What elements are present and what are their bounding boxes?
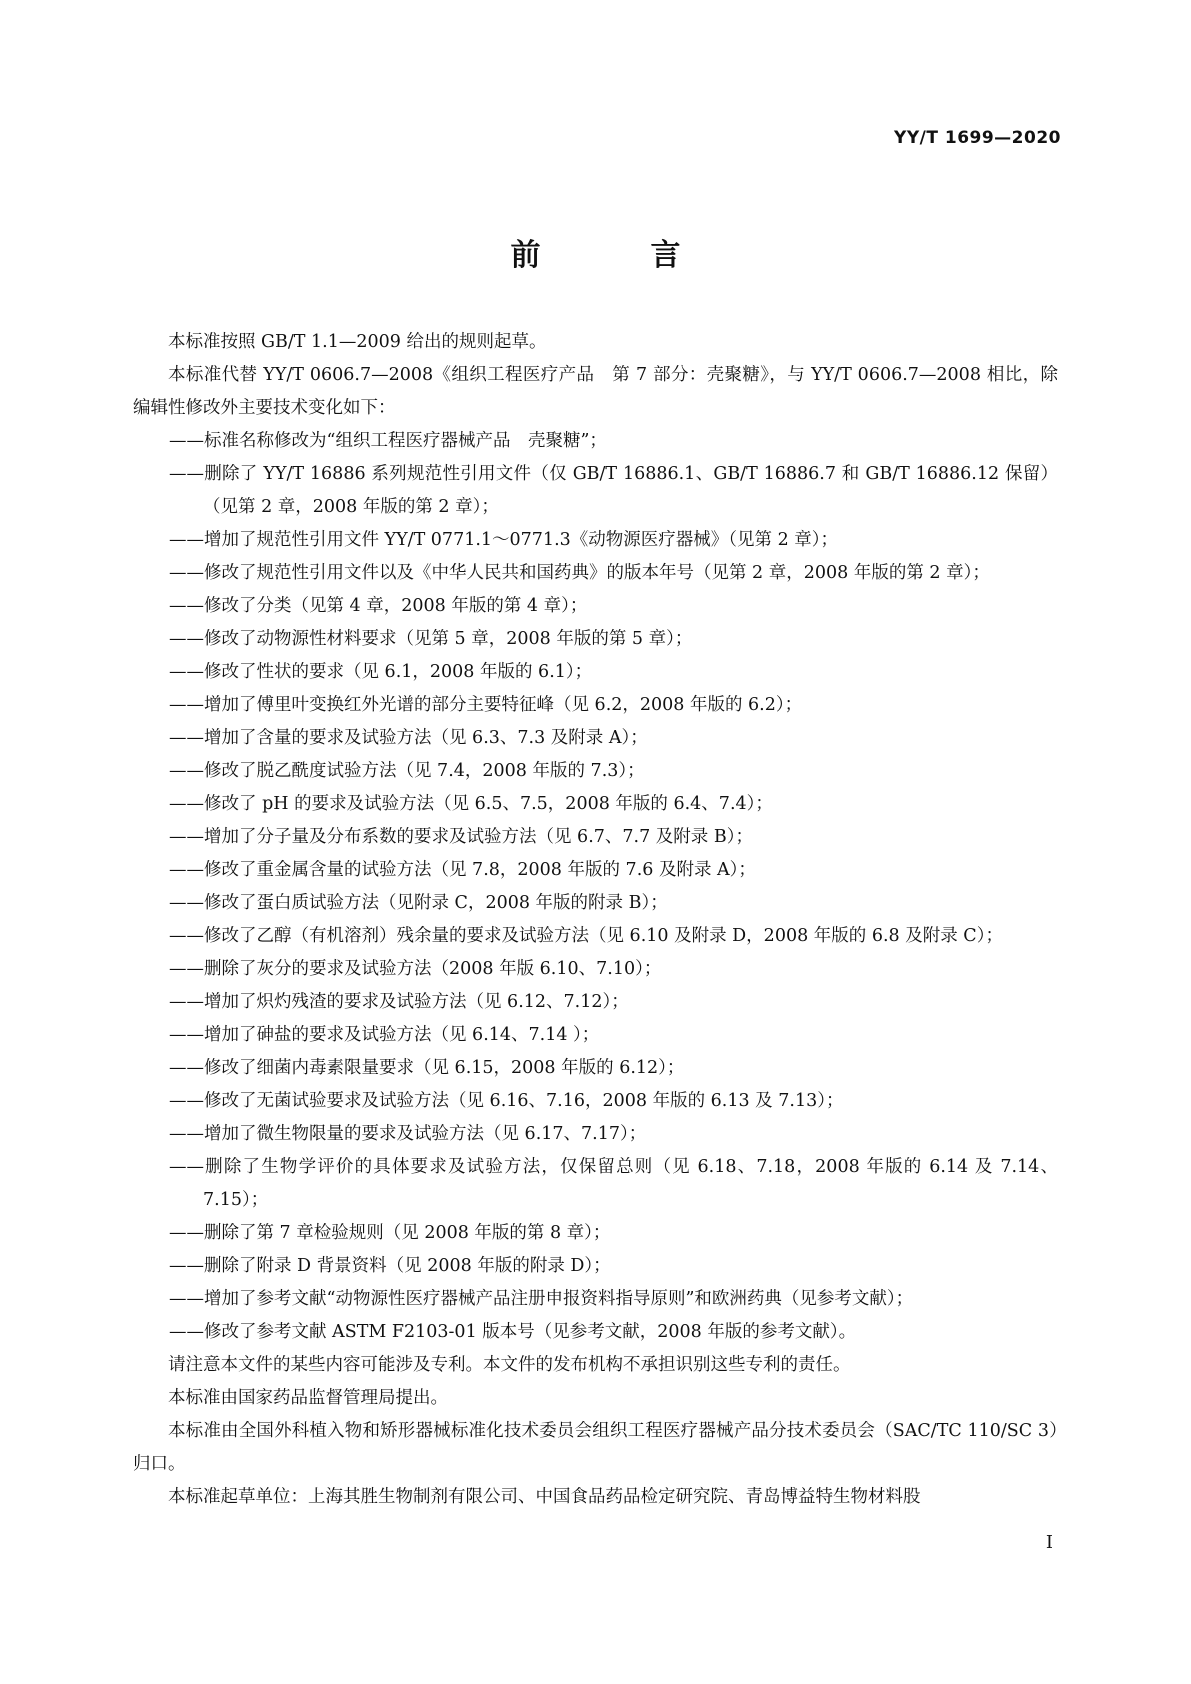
- change-item: ——修改了细菌内毒素限量要求（见 6.15，2008 年版的 6.12）；: [169, 1058, 685, 1078]
- change-item: ——增加了含量的要求及试验方法（见 6.3、7.3 及附录 A）；: [169, 728, 648, 748]
- change-item: ——修改了动物源性材料要求（见第 5 章，2008 年版的第 5 章）；: [169, 629, 693, 649]
- change-item: ——增加了规范性引用文件 YY/T 0771.1～0771.3《动物源医疗器械》（见第 2 章）；: [169, 530, 839, 550]
- change-item: ——删除了附录 D 背景资料（见 2008 年版的附录 D）；: [169, 1256, 611, 1276]
- change-item: ——删除了灰分的要求及试验方法（2008 年版 6.10、7.10）；: [169, 959, 662, 979]
- paragraph: 本标准起草单位：上海其胜生物制剂有限公司、中国食品药品检定研究院、青岛博益特生物材料股: [168, 1487, 921, 1507]
- paragraph: 本标准代替 YY/T 0606.7—2008《组织工程医疗产品 第 7 部分：壳聚糖》，与 YY/T 0606.7—2008 相比，除编辑性修改外主要技术变化如下：: [133, 365, 1058, 418]
- change-item: ——删除了第 7 章检验规则（见 2008 年版的第 8 章）；: [169, 1223, 611, 1243]
- change-item: ——修改了无菌试验要求及试验方法（见 6.16、7.16，2008 年版的 6.13 及 7.13）；: [169, 1091, 844, 1111]
- change-item: ——增加了参考文献“动物源性医疗器械产品注册申报资料指导原则”和欧洲药典（见参考文献）；: [169, 1289, 914, 1309]
- page-number: I: [1045, 1532, 1053, 1553]
- change-item: ——增加了微生物限量的要求及试验方法（见 6.17、7.17）；: [169, 1124, 647, 1144]
- change-item: ——增加了分子量及分布系数的要求及试验方法（见 6.7、7.7 及附录 B）；: [169, 827, 753, 847]
- page-title: 前 言: [510, 238, 721, 273]
- change-item: ——修改了性状的要求（见 6.1，2008 年版的 6.1）；: [169, 662, 593, 682]
- change-item: ——修改了乙醇（有机溶剂）残余量的要求及试验方法（见 6.10 及附录 D，2008 年版的 6.8 及附录 C）；: [169, 926, 1003, 946]
- change-item: ——修改了参考文献 ASTM F2103-01 版本号（见参考文献，2008 年版的参考文献）。: [169, 1322, 857, 1342]
- document-code: YY/T 1699—2020: [894, 128, 1061, 148]
- change-item: ——增加了砷盐的要求及试验方法（见 6.14、7.14 ）；: [169, 1025, 600, 1045]
- change-item: ——删除了生物学评价的具体要求及试验方法，仅保留总则（见 6.18、7.18，2008 年版的 6.14 及 7.14、7.15）；: [169, 1157, 1058, 1210]
- foreword-body: [133, 326, 1058, 1514]
- change-item: ——增加了傅里叶变换红外光谱的部分主要特征峰（见 6.2，2008 年版的 6.2）；: [169, 695, 803, 715]
- paragraph: 本标准按照 GB/T 1.1—2009 给出的规则起草。: [168, 332, 547, 352]
- change-item: ——修改了蛋白质试验方法（见附录 C，2008 年版的附录 B）；: [169, 893, 668, 913]
- paragraph: 本标准由国家药品监督管理局提出。: [168, 1388, 448, 1408]
- change-item: ——修改了 pH 的要求及试验方法（见 6.5、7.5，2008 年版的 6.4、7.4）；: [169, 794, 773, 814]
- change-item: ——修改了规范性引用文件以及《中华人民共和国药典》的版本年号（见第 2 章，2008 年版的第 2 章）；: [169, 563, 990, 583]
- change-item: ——标准名称修改为“组织工程医疗器械产品 壳聚糖”；: [169, 431, 607, 451]
- change-item: ——删除了 YY/T 16886 系列规范性引用文件（仅 GB/T 16886.1、GB/T 16886.7 和 GB/T 16886.12 保留）（见第 2 章，2008 年版的第 2 章）；: [169, 464, 1058, 517]
- change-item: ——修改了分类（见第 4 章，2008 年版的第 4 章）；: [169, 596, 588, 616]
- paragraph: 本标准由全国外科植入物和矫形器械标准化技术委员会组织工程医疗器械产品分技术委员会（SAC/TC 110/SC 3）归口。: [133, 1421, 1058, 1474]
- paragraph: 请注意本文件的某些内容可能涉及专利。本文件的发布机构不承担识别这些专利的责任。: [168, 1355, 851, 1375]
- change-item: ——增加了炽灼残渣的要求及试验方法（见 6.12、7.12）；: [169, 992, 629, 1012]
- change-item: ——修改了重金属含量的试验方法（见 7.8，2008 年版的 7.6 及附录 A）；: [169, 860, 756, 880]
- change-item: ——修改了脱乙酰度试验方法（见 7.4，2008 年版的 7.3）；: [169, 761, 645, 781]
